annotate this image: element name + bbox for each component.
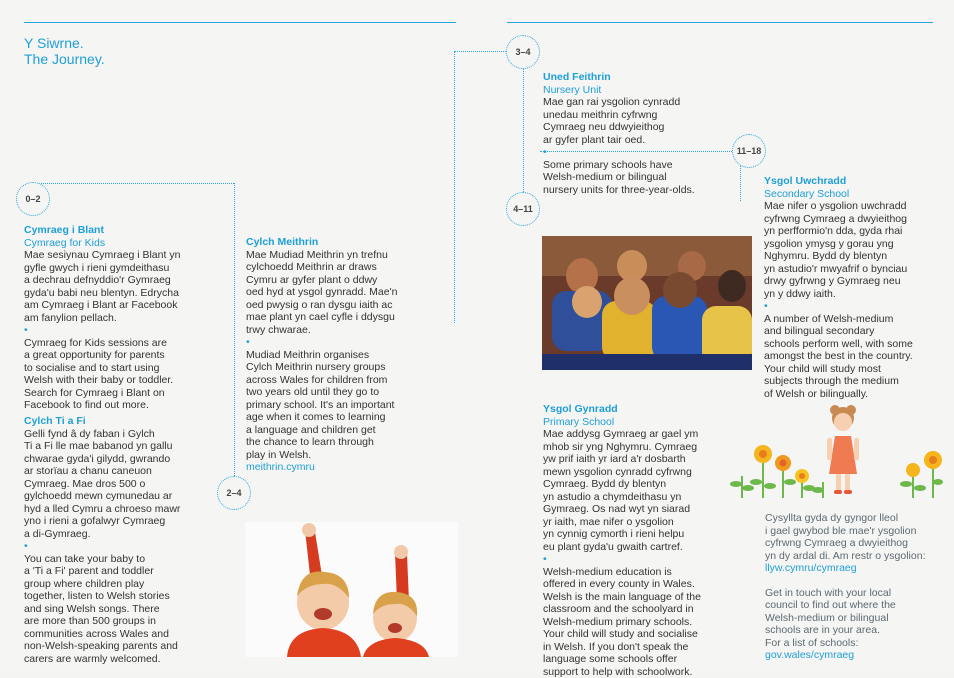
flowers-girl-illustration: [728, 398, 943, 502]
children-photo: [245, 522, 458, 657]
title-english: The Journey.: [24, 51, 105, 67]
body-welsh: Mae Mudiad Meithrin yn trefnu cylchoedd Meithrin ar draws Cymru ar gyfer plant o ddwy oed hyd at ysgol gynradd. Mae'n oed pwysig o ran dysgu iaith ac mae plant yn cael cyfle i ddysgu trwy chwarae.: [246, 249, 446, 337]
body-english: Welsh-medium education is offered in every county in Wales. Welsh is the main language of the classroom and the schoolyard in Welsh-medium primary schools. Your child will study and socialise in Welsh. If you don't speak the language some schools offer support to help with schoolwork.: [543, 566, 748, 678]
bullet-separator: •: [246, 336, 446, 349]
top-rule: [24, 22, 456, 23]
section-subheading: Nursery Unit: [543, 84, 743, 97]
body-welsh: Mae nifer o ysgolion uwchradd cyfrwng Cymraeg a dwyieithog yn perfformio'n dda, gyda rhai ysgolion ymysg y gorau yng Nghymru. Bydd dy blentyn yn astudio'r mwyafrif o bynciau drwy gyfrwng y Gymraeg neu yn y ddwy iaith.: [764, 200, 954, 300]
contact-english: Get in touch with your local council to find out where the Welsh-medium or bilingual schools are in your area. For a list of schools:: [765, 587, 954, 650]
section-ysgol-gynradd: [543, 403, 748, 678]
timeline-line: [234, 183, 235, 494]
section-heading: Ysgol Uwchradd: [764, 175, 954, 188]
classroom-illustration: [542, 236, 752, 370]
age-badge-0-2: 0–2: [16, 182, 50, 216]
section-cylch-meithrin: [246, 236, 446, 474]
age-badge-2-4: 2–4: [217, 476, 251, 510]
bullet-separator: •: [543, 553, 748, 566]
bullet-separator: •: [543, 146, 743, 159]
body-welsh: Mae sesiynau Cymraeg i Blant yn gyfle gwych i rieni gymdeithasu a dechrau defnyddio'r Gymraeg gyda'u babi neu blentyn. Edrycha am Cymraeg i Blant ar Facebook am fanylion pellach.: [24, 249, 224, 324]
body-english: A number of Welsh-medium and bilingual secondary schools perform well, with some amongst the best in the country. Your child will study most subjects through the medium of Welsh or bilingually.: [764, 313, 954, 401]
age-badge-3-4: 3–4: [506, 35, 540, 69]
section-heading: Cylch Meithrin: [246, 236, 446, 249]
left-page: [0, 0, 476, 673]
title-welsh: Y Siwrne.: [24, 35, 84, 51]
body-english: Cymraeg for Kids sessions are a great opportunity for parents to socialise and to start using Welsh with their baby or toddler. Search for Cymraeg i Blant on Facebook to find out more.: [24, 337, 224, 412]
body-welsh: Mae addysg Gymraeg ar gael ym mhob sir yng Nghymru. Cymraeg yw prif iaith yr iard a'r dosbarth mewn ysgolion cynradd cyfrwng Cymraeg. Bydd dy blentyn yn astudio a chymdeithasu yn Gymraeg. Os nad wyt yn siarad yr iaith, mae nifer o ysgolion yn cynnig cymorth i rieni helpu eu plant gyda'u gwaith cartref.: [543, 428, 748, 553]
meithrin-link[interactable]: meithrin.cymru: [246, 461, 446, 474]
body-welsh: Gelli fynd â dy faban i Gylch Ti a Fi lle mae babanod yn gallu chwarae gyda'i gilydd, gwrando ar storïau a chanu caneuon Cymraeg. Mae dros 500 o gylchoedd mewn cymunedau ar hyd a lled Cymru a chroeso mawr yno i rieni a gofalwyr Cymraeg a di-Gymraeg.: [24, 428, 224, 541]
llyw-cymru-link[interactable]: llyw.cymru/cymraeg: [765, 562, 954, 575]
age-badge-11-18: 11–18: [732, 134, 766, 168]
gov-wales-link[interactable]: gov.wales/cymraeg: [765, 649, 954, 662]
children-illustration: [245, 522, 458, 657]
bullet-separator: •: [24, 324, 224, 337]
contact-welsh: Cysyllta gyda dy gyngor lleol i gael gwybod ble mae'r ysgolion cyfrwng Cymraeg a dwyieithog yn dy ardal di. Am restr o ysgolion:: [765, 512, 954, 562]
section-heading: Uned Feithrin: [543, 71, 743, 84]
age-badge-4-11: 4–11: [506, 192, 540, 226]
body-welsh: Mae gan rai ysgolion cynradd unedau meithrin cyfrwng Cymraeg neu ddwyieithog ar gyfer plant tair oed.: [543, 96, 743, 146]
body-english: You can take your baby to a 'Ti a Fi' parent and toddler group where children play together, listen to Welsh stories and sing Welsh songs. There are more than 500 groups in communities across Wales and non-Welsh-speaking parents and carers are warmly welcomed.: [24, 553, 224, 666]
timeline-line: [454, 51, 506, 52]
top-rule: [507, 22, 933, 23]
section-cymraeg-i-blant: [24, 224, 224, 412]
section-ysgol-uwchradd: [764, 175, 954, 400]
timeline-line: [33, 183, 234, 184]
section-subheading: Cymraeg for Kids: [24, 237, 224, 250]
body-english: Some primary schools have Welsh-medium or bilingual nursery units for three-year-olds.: [543, 159, 743, 197]
timeline-line: [454, 51, 455, 323]
section-cylch-ti-a-fi: [24, 415, 224, 665]
section-heading: Cymraeg i Blant: [24, 224, 224, 237]
classroom-photo: [542, 236, 752, 370]
section-subheading: Primary School: [543, 416, 748, 429]
flower-girl-icon: [728, 398, 943, 502]
section-uned-feithrin: [543, 71, 743, 196]
bullet-separator: •: [764, 300, 954, 313]
body-english: Mudiad Meithrin organises Cylch Meithrin nursery groups across Wales for children from two years old until they go to primary school. It's an important age when it comes to learning a language and children get the chance to learn through play in Welsh.: [246, 349, 446, 462]
right-page: [478, 0, 954, 673]
bullet-separator: •: [24, 540, 224, 553]
timeline-line: [523, 51, 524, 208]
section-subheading: Secondary School: [764, 188, 954, 201]
section-heading: Cylch Ti a Fi: [24, 415, 224, 428]
section-contact: [765, 512, 954, 662]
section-heading: Ysgol Gynradd: [543, 403, 748, 416]
